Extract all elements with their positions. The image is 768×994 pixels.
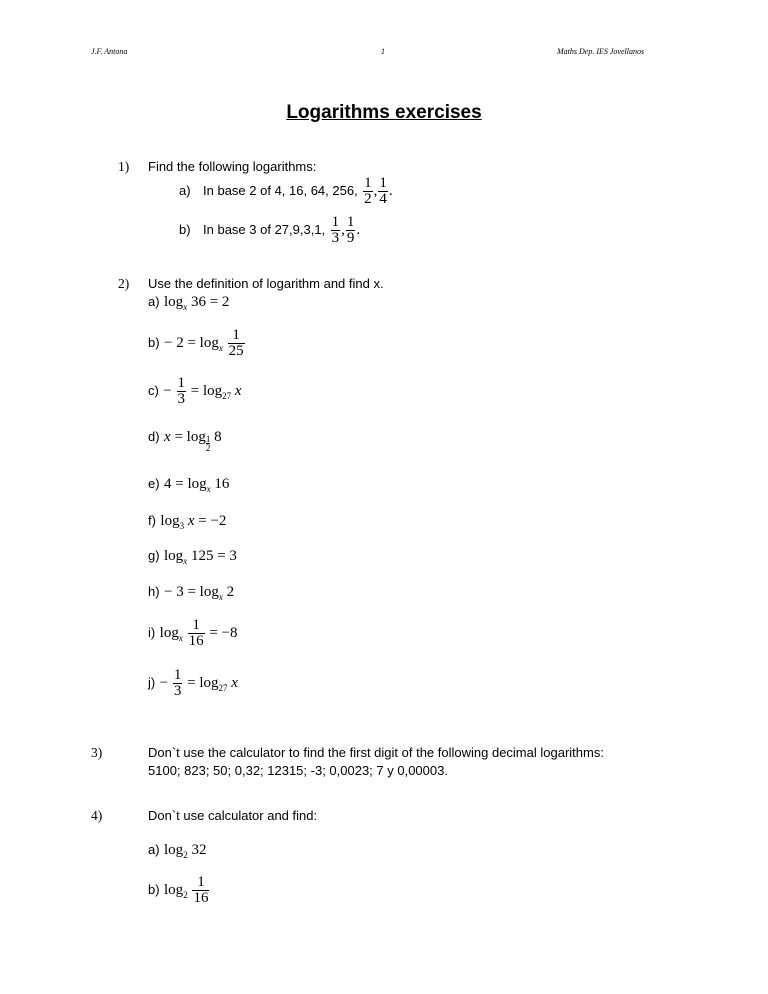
ex2-h-label: h) [148,584,160,599]
ex3-line1: Don`t use the calculator to find the first digit of the following decimal logarithms: [148,745,604,760]
ex1-b-text: In base 3 of 27,9,3,1, [203,221,326,237]
fraction: $\frac{1}{2}$ [205,434,211,454]
ex1-text: Find the following logarithms: [148,159,317,174]
ex4-item-a: a) $\log_2 32$ [148,842,207,860]
ex2-item-j: j) − $\frac{1}{3}$ = $\log_{27} x$ [148,667,238,699]
ex2-e-label: e) [148,476,160,491]
ex1-item-b: b) In base 3 of 27,9,3,1, $\frac{1}{3}$ , $\frac{1}{9}$ . [179,214,361,246]
header-author: J.F. Antona [91,47,128,56]
ex2-item-d: d) x = log $\frac{1}{2}$ 8 [148,429,222,454]
ex4-item-b: b) $\log_2$ $\frac{1}{16}$ [148,874,209,906]
ex2-number: 2) [118,276,130,291]
ex4-text: Don`t use calculator and find: [148,808,318,823]
ex2-item-a: a) $\log_x 36 = 2$ [148,294,230,312]
ex4-number: 4) [91,808,103,823]
page-title: Logarithms exercises [286,102,482,123]
ex2-item-f: f) $\log_3 x = -2$ [148,513,227,531]
ex2-c-label: c) [148,382,159,398]
ex2-item-b: $b) - 2 = \log_x$ $\frac{1}{25}$ [148,327,244,359]
ex2-j-label: j) [148,674,156,690]
ex1-b-label: b) [179,221,191,237]
ex2-item-g: g) $\log_x 125 = 3$ [148,548,237,566]
ex2-text: Use the definition of logarithm and find x. [148,276,384,291]
ex2-item-e: e) $4 = \log_x 16$ [148,476,230,494]
fraction: $\frac{1}{3}$ [173,667,182,699]
fraction: $\frac{1}{3}$ [331,214,340,246]
ex2-f-label: f) [148,513,156,528]
fraction: $\frac{1}{16}$ [188,617,204,649]
ex2-g-label: g) [148,548,160,563]
fraction: $\frac{1}{4}$ [379,175,387,207]
ex1-a-text: In base 2 of 4, 16, 64, 256, [203,182,358,198]
ex4-b-label: b) [148,881,160,897]
fraction: $\frac{1}{3}$ [177,375,186,407]
ex4-a-label: a) [148,842,160,857]
fraction: $\frac{1}{9}$ [346,214,355,246]
fraction: $\frac{1}{25}$ [228,327,244,359]
ex2-a-label: a) [148,294,160,309]
header-page-number: 1 [381,47,385,56]
ex3-number: 3) [91,745,103,760]
ex2-i-label: i) [148,624,156,640]
ex1-a-label: a) [179,182,191,198]
fraction: $\frac{1}{2}$ [364,175,372,207]
ex1-item-a: a) In base 2 of 4, 16, 64, 256, $\frac{1}{2}$ , $\frac{1}{4}$ . [179,175,393,207]
ex2-item-i: i) $\log_x$ $\frac{1}{16}$ = −8 [148,617,238,649]
ex3-line2: 5100; 823; 50; 0,32; 12315; -3; 0,0023; 7 y 0,00003. [148,763,448,778]
ex2-d-label: d) [148,429,160,444]
ex2-item-h: $h) - 3 = \log_x 2$ [148,584,235,602]
ex2-b-label: b) [148,334,160,350]
fraction: $\frac{1}{16}$ [193,874,209,906]
ex2-item-c: c) − $\frac{1}{3}$ = $\log_{27} x$ [148,375,242,407]
header-department: Maths Dep. IES Jovellanos [557,47,645,56]
ex1-number: 1) [118,159,130,174]
